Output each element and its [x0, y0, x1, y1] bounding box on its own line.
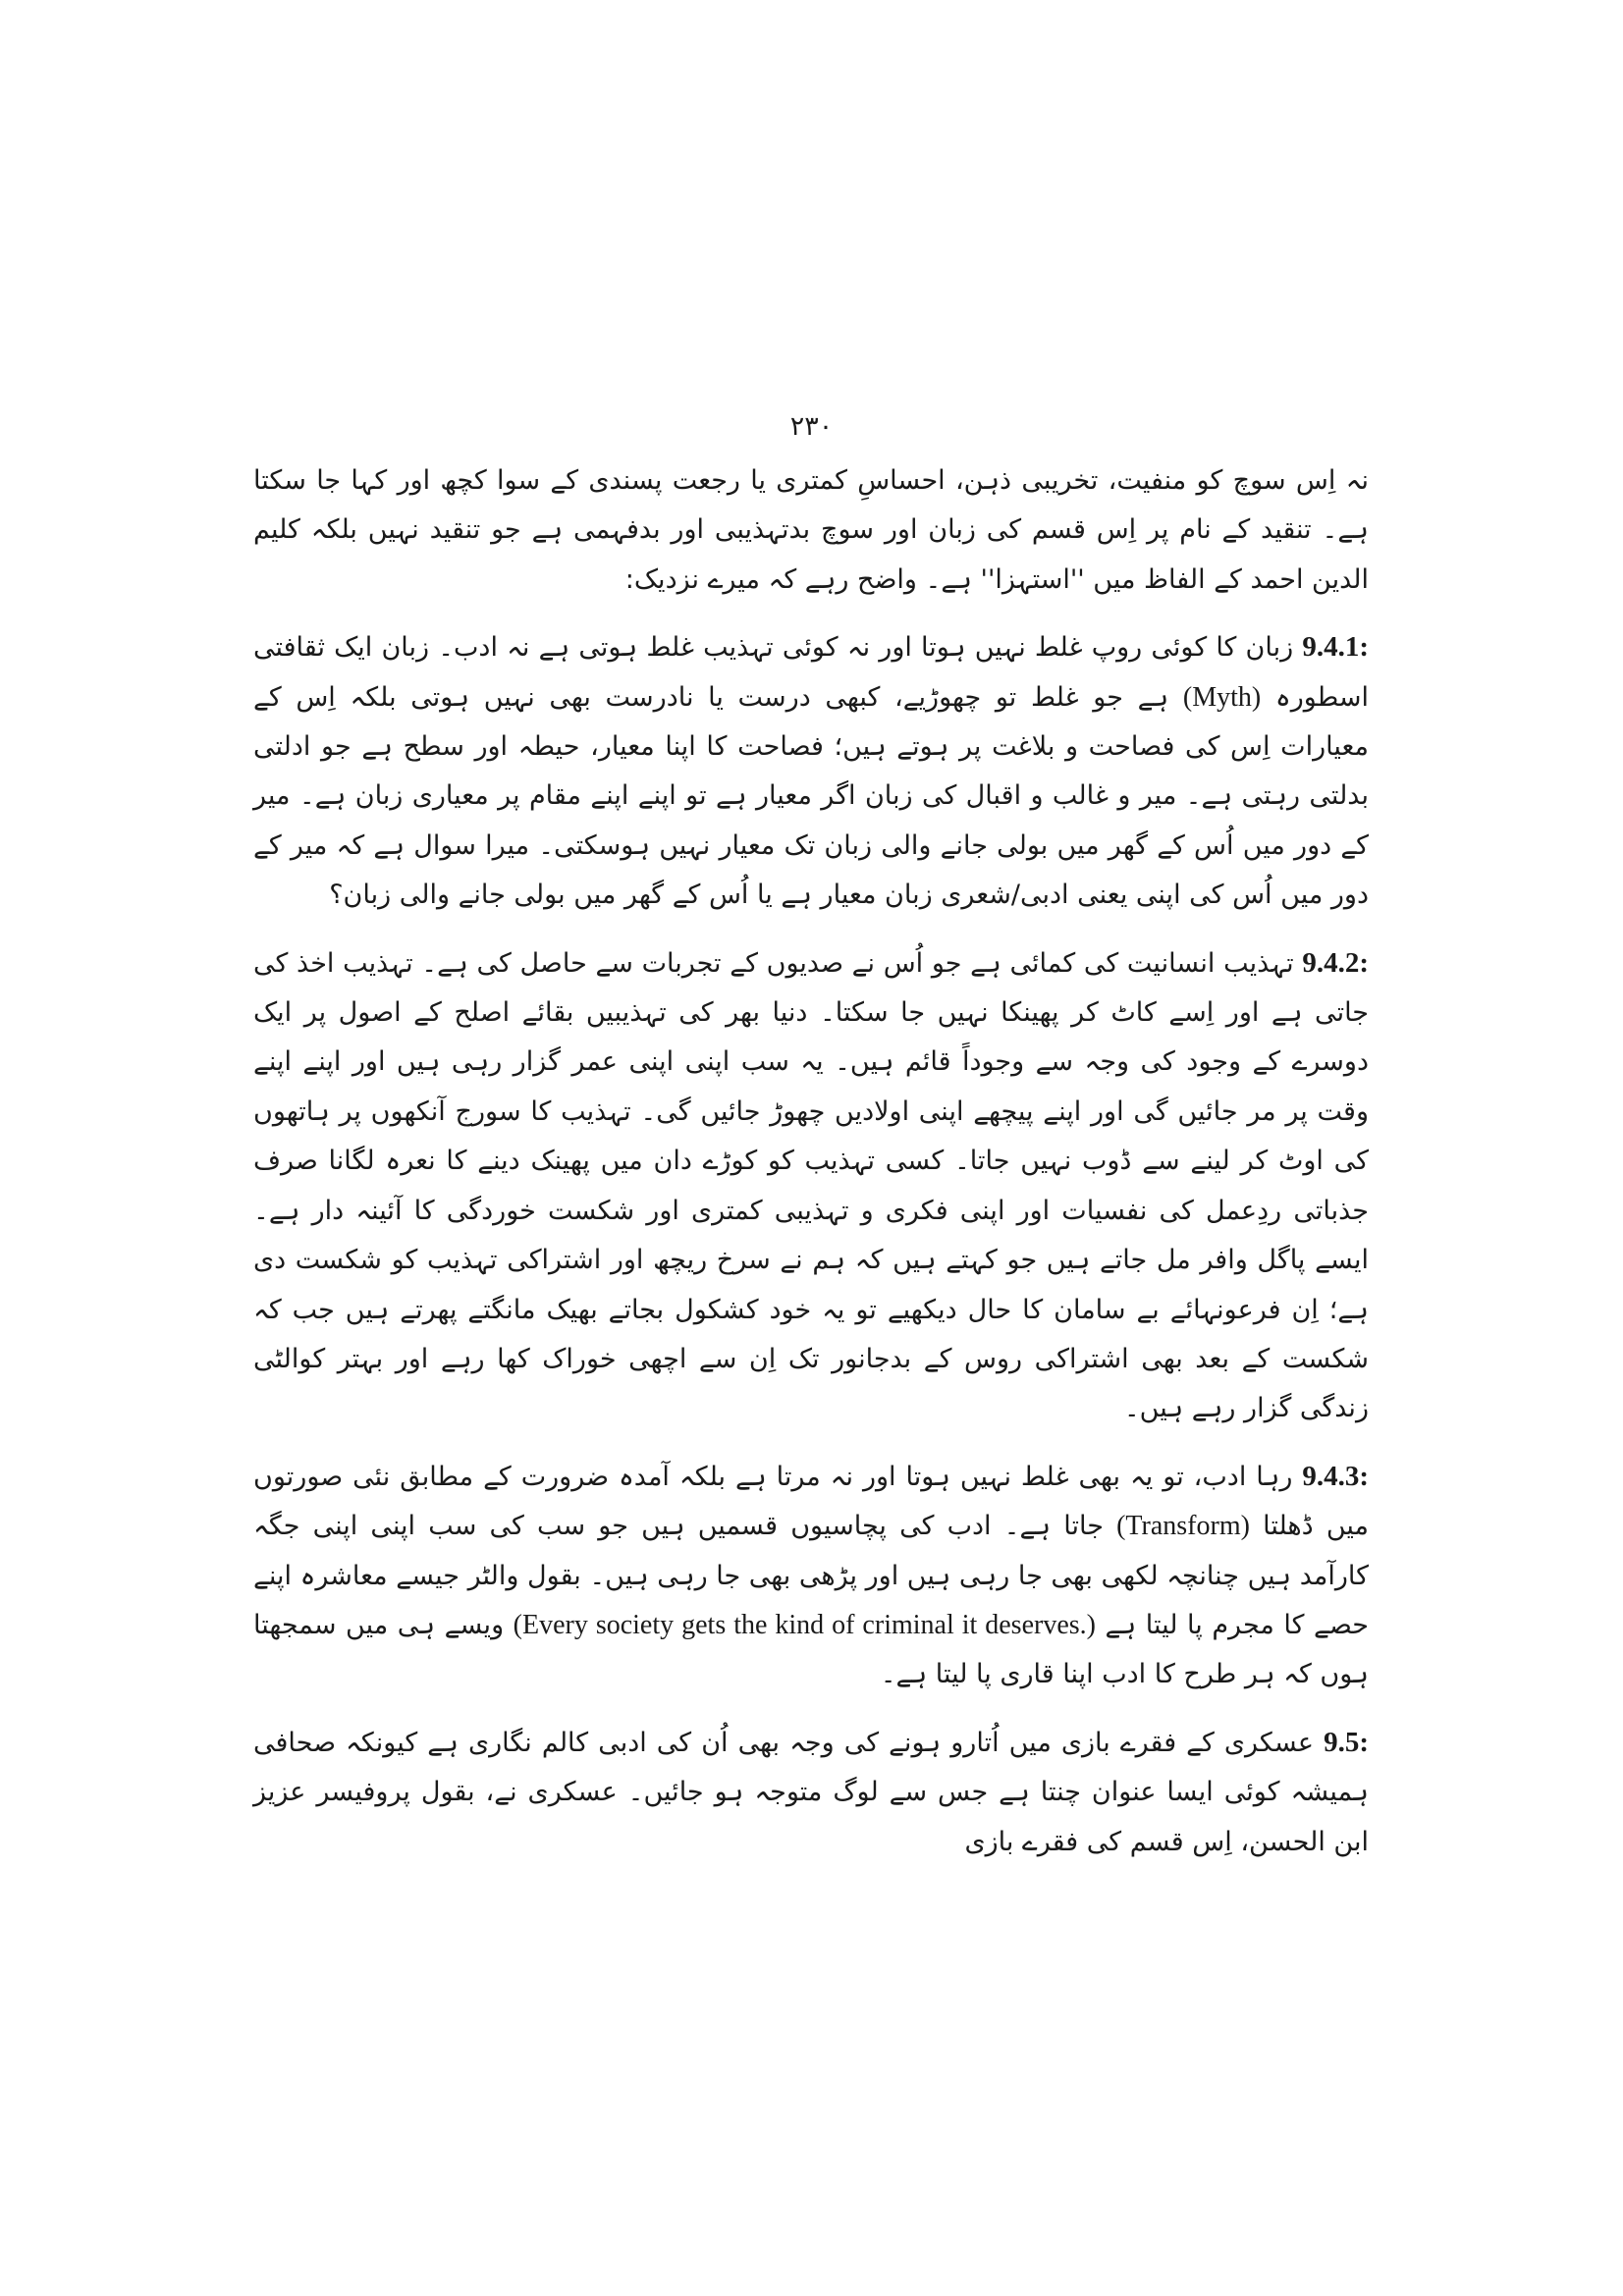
section-9-4-3 [253, 1452, 1369, 1700]
section-9-5 [253, 1718, 1369, 1867]
body-text [253, 456, 1369, 1885]
section-text: تہذیب انسانیت کی کمائی ہے جو اُس نے صدیوں کے تجربات سے حاصل کی ہے۔ تہذیب اخذ کی جاتی ہے اور اِسے کاٹ کر پھینکا نہیں جا سکتا۔ دنیا بھر کی تہذیبیں بقائے اصلح کے اصول پر ایک دوسرے کے وجود کی وجہ سے وجوداً قائم ہیں۔ یہ سب اپنی اپنی عمر گزار رہی ہیں اور اپنے اپنے وقت پر مر جائیں گی اور اپنے پیچھے اپنی اولادیں چھوڑ جائیں گی۔ تہذیب کا سورج آنکھوں پر ہاتھوں کی اوٹ کر لینے سے ڈوب نہیں جاتا۔ کسی تہذیب کو کوڑے دان میں پھینک دینے کا نعرہ لگانا صرف جذباتی ردِعمل کی نفسیات اور اپنی فکری و تہذیبی کمتری اور شکست خوردگی کا آئینہ دار ہے۔ ایسے پاگل وافر مل جاتے ہیں جو کہتے ہیں کہ ہم نے سرخ ریچھ اور اشتراکی تہذیب کو شکست دی ہے؛ اِن فرعونہائے بے سامان کا حال دیکھیے تو یہ خود کشکول بجاتے بھیک مانگتے پھرتے ہیں جب کہ شکست کے بعد بھی اشتراکی روس کے بدجانور تک اِن سے اچھی خوراک کھا رہے اور بہتر کوالٹی زندگی گزار رہے ہیں۔ [253, 947, 1369, 1424]
section-text: عسکری کے فقرے بازی میں اُتارو ہونے کی وجہ بھی اُن کی ادبی کالم نگاری ہے کیونکہ صحافی ہمیشہ کوئی ایسا عنوان چنتا ہے جس سے لوگ متوجہ ہو جائیں۔ عسکری نے، بقول پروفیسر عزیز ابن الحسن، اِس قسم کی فقرے بازی [253, 1727, 1369, 1857]
section-text: رہا ادب، تو یہ بھی غلط نہیں ہوتا اور نہ مرتا ہے بلکہ آمدہ ضرورت کے مطابق نئی صورتوں میں ڈھلتا [253, 1461, 1369, 1542]
english-term: (Myth) [1182, 681, 1262, 713]
section-9-4-2 [253, 938, 1369, 1434]
english-quote: (Every society gets the kind of criminal it deserves.) [513, 1609, 1096, 1640]
section-9-4-1 [253, 622, 1369, 920]
section-number: 9.4.2: [1302, 946, 1369, 979]
section-number: 9.4.1: [1302, 631, 1369, 664]
section-text: زبان کا کوئی روپ غلط نہیں ہوتا اور نہ کوئی تہذیب غلط ہوتی ہے نہ ادب۔ زبان ایک ثقافتی اسطورہ [253, 632, 1369, 713]
section-text: ہے جو غلط تو چھوڑیے، کبھی درست یا نادرست بھی نہیں ہوتی بلکہ اِس کے معیارات اِس کی فصاحت و بلاغت پر ہوتے ہیں؛ فصاحت کا اپنا معیار، حیطہ اور سطح ہے جو ادلتی بدلتی رہتی ہے۔ میر و غالب و اقبال کی زبان اگر معیار ہے تو اپنے اپنے مقام پر معیاری زبان ہے۔ میر کے دور میں اُس کے گھر میں بولی جانے والی زبان تک معیار نہیں ہوسکتی۔ میرا سوال ہے کہ میر کے دور میں اُس کی اپنی یعنی ادبی/شعری زبان معیار ہے یا اُس کے گھر میں بولی جانے والی زبان؟ [253, 681, 1369, 911]
section-number: 9.5: [1324, 1726, 1369, 1758]
page-number: ۲۳۰ [789, 411, 834, 442]
intro-paragraph: نہ اِس سوچ کو منفیت، تخریبی ذہن، احساسِ کمتری یا رجعت پسندی کے سوا کچھ اور کہا جا سکتا ہے۔ تنقید کے نام پر اِس قسم کی زبان اور سوچ بدتہذیبی اور بدفہمی ہے جو تنقید نہیں بلکہ کلیم الدین احمد کے الفاظ میں ''استہزا'' ہے۔ واضح رہے کہ میرے نزدیک: [253, 465, 1369, 595]
section-text: ویسے ہی میں سمجھتا ہوں کہ ہر طرح کا ادب اپنا قاری پا لیتا ہے۔ [253, 1609, 1369, 1690]
section-text: جاتا ہے۔ ادب کی پچاسیوں قسمیں ہیں جو سب کی سب اپنی اپنی جگہ کارآمد ہیں چنانچہ لکھی بھی جا رہی ہیں اور پڑھی بھی جا رہی ہیں۔ بقول والٹر جیسے معاشرہ اپنے حصے کا مجرم پا لیتا ہے [253, 1511, 1369, 1640]
section-number: 9.4.3: [1302, 1460, 1369, 1492]
english-term: (Transform) [1116, 1511, 1250, 1542]
